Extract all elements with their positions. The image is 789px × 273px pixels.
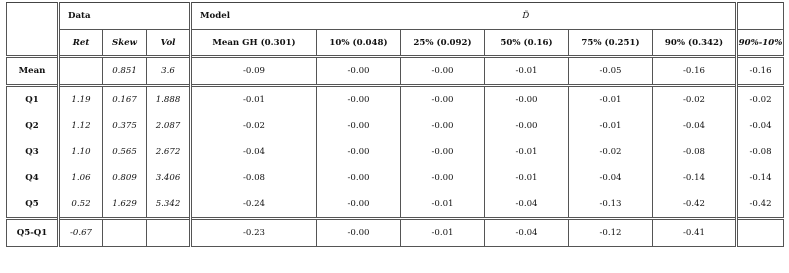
cell: -0.09 [191,57,317,86]
cell: 1.19 [59,86,103,114]
column-header: 10% (0.048) [317,30,401,57]
table-row [7,113,784,139]
cell: 1.10 [59,139,103,165]
cell: -0.05 [569,57,653,86]
cell: -0.67 [59,219,103,247]
cell: -0.01 [569,113,653,139]
corner-cell [7,3,59,30]
row-label: Q1 [7,86,59,114]
cell [147,219,191,247]
column-header: Ret [59,30,103,57]
cell: -0.00 [317,86,401,114]
cell: -0.16 [737,57,784,86]
cell [737,219,784,247]
cell: 3.406 [147,165,191,191]
table-row [7,219,784,247]
cell: 0.375 [103,113,147,139]
cell: -0.01 [485,139,569,165]
cell: -0.02 [653,86,737,114]
table-row [7,139,784,165]
d-tilde-header: D̃ [317,3,737,30]
model-group-header: Model [191,3,317,30]
column-header: 75% (0.251) [569,30,653,57]
cell: -0.00 [317,139,401,165]
cell: -0.01 [191,86,317,114]
empty-header-cell [737,3,784,30]
cell: -0.08 [191,165,317,191]
cell: 2.672 [147,139,191,165]
column-header: 50% (0.16) [485,30,569,57]
cell: -0.00 [401,57,485,86]
cell: -0.04 [485,219,569,247]
cell: -0.00 [317,191,401,219]
cell: -0.24 [191,191,317,219]
cell: -0.01 [401,191,485,219]
corner-cell-lower [7,30,59,57]
row-label: Mean [7,57,59,86]
cell: -0.01 [485,165,569,191]
cell: -0.00 [401,165,485,191]
cell: -0.01 [401,219,485,247]
row-label: Q5 [7,191,59,219]
cell: -0.01 [569,86,653,114]
header-row-columns [7,30,784,57]
data-group-header: Data [59,3,191,30]
row-label: Q5-Q1 [7,219,59,247]
cell: -0.04 [485,191,569,219]
cell: -0.42 [737,191,784,219]
cell: -0.02 [569,139,653,165]
cell: -0.14 [653,165,737,191]
cell: 5.342 [147,191,191,219]
cell: 1.06 [59,165,103,191]
cell: -0.41 [653,219,737,247]
cell: -0.12 [569,219,653,247]
cell: 3.6 [147,57,191,86]
cell: -0.02 [737,86,784,114]
cell: 1.12 [59,113,103,139]
cell: -0.42 [653,191,737,219]
cell: 1.888 [147,86,191,114]
column-header: Vol [147,30,191,57]
header-row-groups [7,3,784,30]
column-header: Mean GH (0.301) [191,30,317,57]
cell: 0.167 [103,86,147,114]
cell: -0.00 [317,165,401,191]
results-table [6,2,784,247]
cell: -0.00 [401,86,485,114]
cell: 0.809 [103,165,147,191]
cell: 0.565 [103,139,147,165]
table-row [7,191,784,219]
cell: -0.08 [737,139,784,165]
cell: -0.00 [317,113,401,139]
cell: -0.04 [653,113,737,139]
cell: -0.00 [317,57,401,86]
cell: -0.04 [737,113,784,139]
cell: -0.01 [485,57,569,86]
column-header: Skew [103,30,147,57]
cell [59,57,103,86]
cell: 2.087 [147,113,191,139]
cell: -0.02 [191,113,317,139]
cell: -0.00 [401,139,485,165]
table-row [7,165,784,191]
cell: -0.00 [401,113,485,139]
cell [103,219,147,247]
cell: 0.52 [59,191,103,219]
cell: -0.00 [485,113,569,139]
column-header: 25% (0.092) [401,30,485,57]
row-label: Q2 [7,113,59,139]
table-row [7,86,784,114]
cell: -0.16 [653,57,737,86]
cell: -0.13 [569,191,653,219]
cell: -0.08 [653,139,737,165]
cell: 1.629 [103,191,147,219]
cell: -0.04 [191,139,317,165]
cell: -0.04 [569,165,653,191]
row-label: Q3 [7,139,59,165]
cell: -0.14 [737,165,784,191]
cell: -0.23 [191,219,317,247]
column-header: 90%-10% [737,30,784,57]
cell: -0.00 [485,86,569,114]
column-header: 90% (0.342) [653,30,737,57]
table-row [7,57,784,86]
cell: 0.851 [103,57,147,86]
row-label: Q4 [7,165,59,191]
cell: -0.00 [317,219,401,247]
